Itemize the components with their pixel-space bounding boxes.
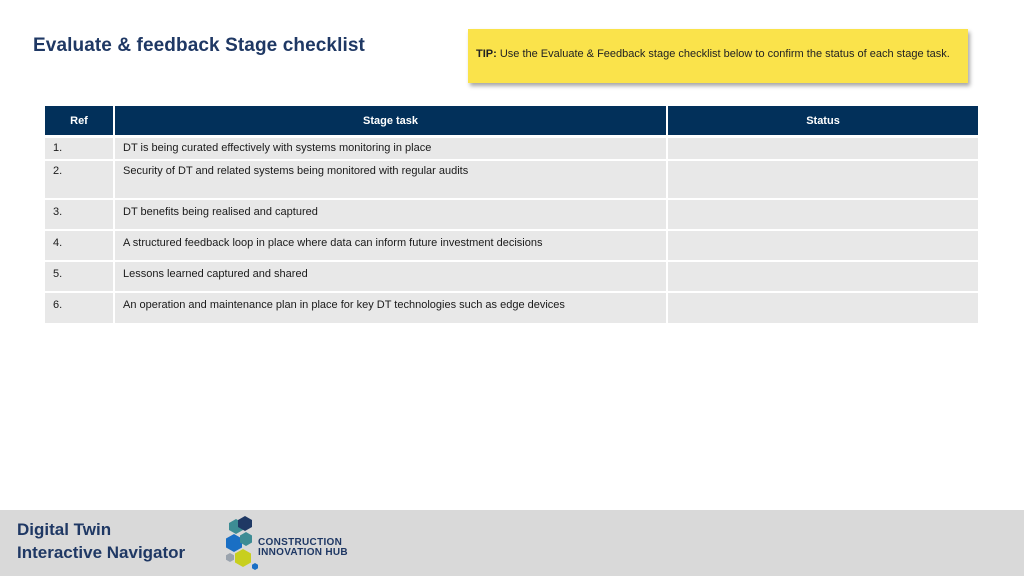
row-task: An operation and maintenance plan in place for key DT technologies such as edge devices [114, 292, 667, 323]
table-row [45, 230, 978, 261]
page-title: Evaluate & feedback Stage checklist [33, 35, 365, 56]
table-header-row [45, 106, 978, 137]
table-row [45, 199, 978, 230]
row-ref: 3. [45, 199, 114, 230]
hex-grey-icon [226, 553, 234, 562]
row-task: Lessons learned captured and shared [114, 261, 667, 292]
checklist-table [45, 106, 978, 323]
row-status-cell[interactable] [667, 261, 978, 292]
row-ref: 1. [45, 137, 114, 160]
row-task: A structured feedback loop in place where data can inform future investment decisions [114, 230, 667, 261]
footer-title-line1: Digital Twin [17, 520, 112, 539]
column-header-ref: Ref [45, 106, 114, 137]
footer-title-line2: Interactive Navigator [17, 543, 186, 562]
logo-text-line2: INNOVATION HUB [258, 547, 348, 558]
hex-blue-tiny-icon [252, 563, 258, 570]
column-header-status: Status [667, 106, 978, 137]
hexagon-cluster-icon [224, 516, 258, 572]
row-status-cell[interactable] [667, 230, 978, 261]
hex-blue-icon [226, 534, 242, 552]
row-ref: 6. [45, 292, 114, 323]
table-row [45, 261, 978, 292]
tip-box [468, 29, 968, 83]
row-ref: 4. [45, 230, 114, 261]
row-status-cell[interactable] [667, 292, 978, 323]
row-task: Security of DT and related systems being monitored with regular audits [114, 160, 667, 199]
row-status-cell[interactable] [667, 199, 978, 230]
row-task: DT is being curated effectively with systems monitoring in place [114, 137, 667, 160]
construction-innovation-hub-logo [224, 516, 364, 572]
row-status-cell[interactable] [667, 160, 978, 199]
logo-text-line1: CONSTRUCTION [258, 537, 343, 548]
row-ref: 2. [45, 160, 114, 199]
row-ref: 5. [45, 261, 114, 292]
footer-title[interactable] [17, 518, 185, 564]
tip-text: Use the Evaluate & Feedback stage checklist below to confirm the status of each stage task. [499, 48, 950, 60]
column-header-stage-task: Stage task [114, 106, 667, 137]
table-row [45, 160, 978, 199]
table-row [45, 292, 978, 323]
footer-bar [0, 510, 1024, 576]
hex-yellow-icon [235, 549, 251, 567]
row-task: DT benefits being realised and captured [114, 199, 667, 230]
tip-label: TIP: [476, 48, 497, 60]
logo-text [258, 538, 348, 558]
row-status-cell[interactable] [667, 137, 978, 160]
table-row [45, 137, 978, 160]
